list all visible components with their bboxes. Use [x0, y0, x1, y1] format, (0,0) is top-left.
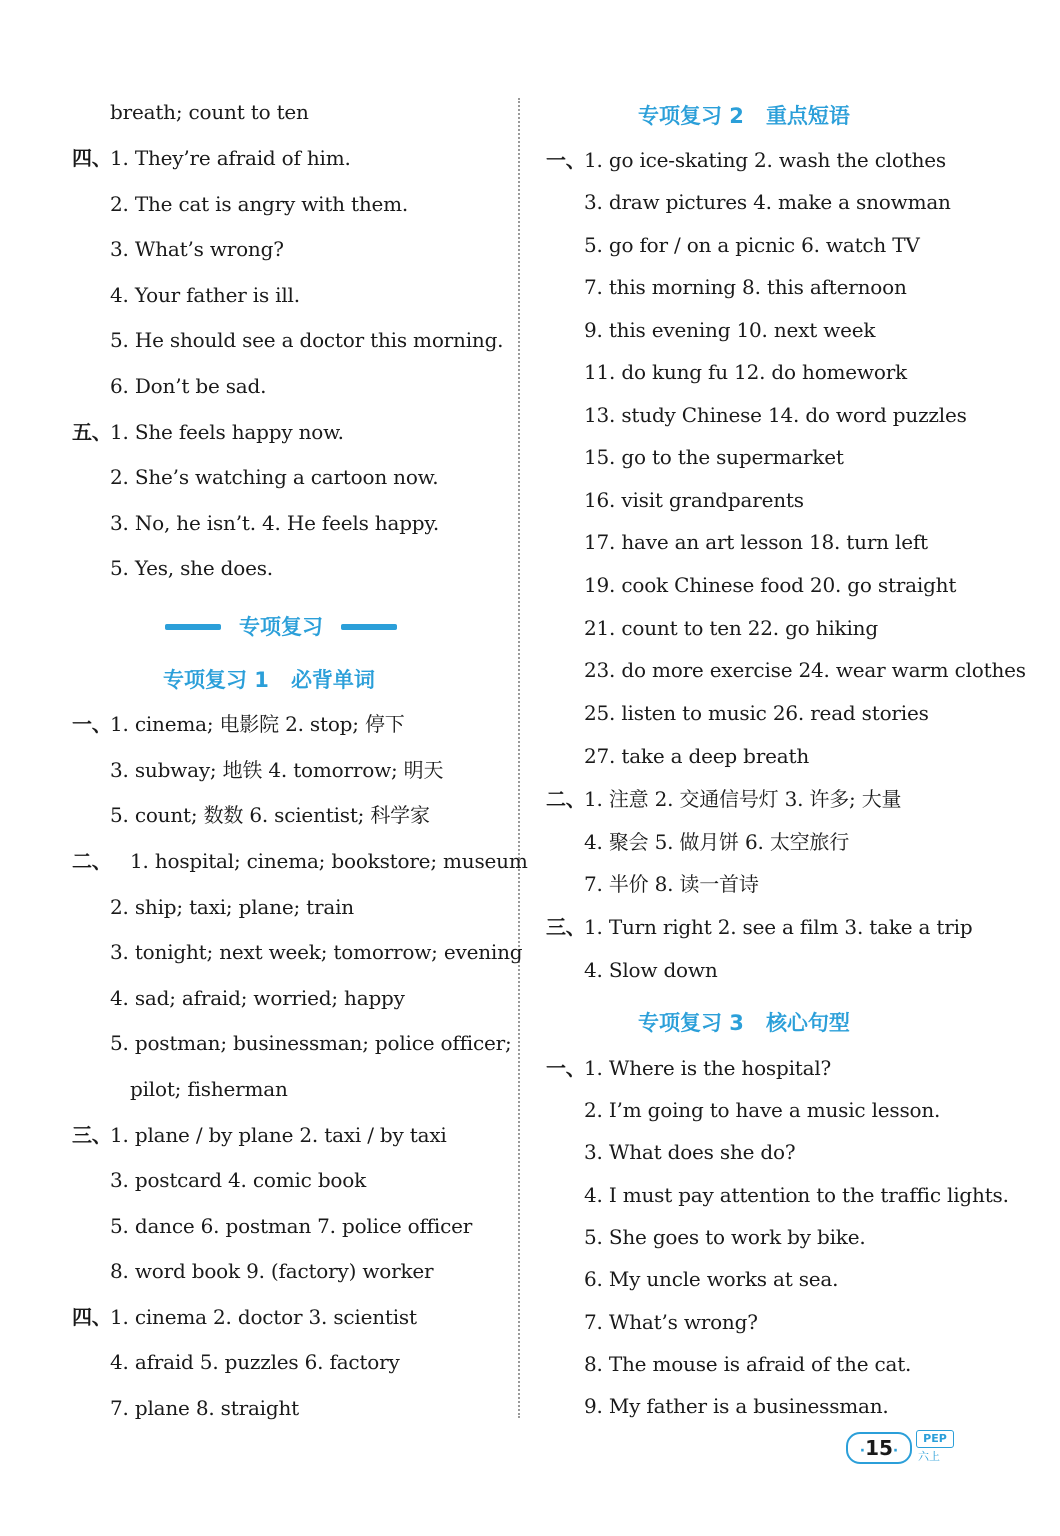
review-2-number: 专项复习 2 [638, 104, 744, 128]
answer-line: 5. count; 数数 6. scientist; 科学家 [110, 803, 430, 827]
answer-line: 19. cook Chinese food 20. go straight [584, 573, 957, 597]
title-bar-right [341, 624, 397, 630]
review-2-title [638, 102, 850, 130]
answer-line: 4. Slow down [584, 958, 718, 982]
review-3-number: 专项复习 3 [638, 1011, 744, 1035]
answer-line: 4. sad; afraid; worried; happy [110, 986, 405, 1010]
main-title-text: 专项复习 [239, 615, 323, 639]
answer-line: 7. plane 8. straight [110, 1396, 299, 1420]
continuation-line: breath; count to ten [110, 100, 309, 124]
answer-line: 1. plane / by plane 2. taxi / by taxi [110, 1123, 447, 1147]
answer-line: 5. He should see a doctor this morning. [110, 328, 504, 352]
answer-line: 9. My father is a businessman. [584, 1394, 889, 1418]
section-label-4: 四、 [72, 146, 112, 170]
answer-line: 6. Don’t be sad. [110, 374, 267, 398]
answer-line: 25. listen to music 26. read stories [584, 701, 929, 725]
section-label-4b: 四、 [72, 1305, 112, 1329]
answer-line: 21. count to ten 22. go hiking [584, 616, 878, 640]
review-1-topic: 必背单词 [290, 668, 375, 692]
answer-line: 1. They’re afraid of him. [110, 146, 351, 170]
answer-line: 5. She goes to work by bike. [584, 1225, 866, 1249]
answer-line: 4. I must pay attention to the traffic lights. [584, 1183, 1009, 1207]
answer-line: 5. Yes, she does. [110, 556, 273, 580]
section-label-1b: 一、 [546, 1056, 586, 1080]
answer-line: 2. The cat is angry with them. [110, 192, 409, 216]
answer-line: 3. postcard 4. comic book [110, 1168, 367, 1192]
review-3-title [638, 1009, 850, 1037]
answer-line: 17. have an art lesson 18. turn left [584, 530, 928, 554]
column-divider [518, 98, 520, 1418]
answer-line: 1. cinema; 电影院 2. stop; 停下 [110, 712, 405, 736]
answer-line: 1. She feels happy now. [110, 420, 344, 444]
section-label-1: 一、 [546, 148, 586, 172]
page-footer [846, 1430, 966, 1464]
answer-line: 5. go for / on a picnic 6. watch TV [584, 233, 920, 257]
answer-line: 27. take a deep breath [584, 744, 809, 768]
answer-line: 3. tonight; next week; tomorrow; evening [110, 940, 523, 964]
answer-line: 11. do kung fu 12. do homework [584, 360, 907, 384]
answer-line: pilot; fisherman [130, 1077, 288, 1101]
page-number: 15 [865, 1436, 893, 1460]
answer-line: 2. I’m going to have a music lesson. [584, 1098, 941, 1122]
answer-line: 1. Where is the hospital? [584, 1056, 832, 1080]
dot-icon: · [859, 1443, 866, 1459]
answer-line: 3. draw pictures 4. make a snowman [584, 190, 951, 214]
answer-line: 4. Your father is ill. [110, 283, 300, 307]
answer-line: 5. dance 6. postman 7. police officer [110, 1214, 473, 1238]
answer-line: 16. visit grandparents [584, 488, 804, 512]
section-label-2: 二、 [72, 849, 112, 873]
section-label-2: 二、 [546, 787, 586, 811]
answer-line: 1. Turn right 2. see a film 3. take a trip [584, 915, 973, 939]
review-1-title [163, 666, 375, 694]
answer-line: 7. this morning 8. this afternoon [584, 275, 907, 299]
answer-line: 8. The mouse is afraid of the cat. [584, 1352, 912, 1376]
review-3-topic: 核心句型 [765, 1011, 850, 1035]
answer-line: 6. My uncle works at sea. [584, 1267, 839, 1291]
answer-line: 15. go to the supermarket [584, 445, 844, 469]
answer-line: 1. hospital; cinema; bookstore; museum [130, 849, 528, 873]
edition-badge: PEP [916, 1430, 954, 1448]
dot-icon: · [892, 1443, 899, 1459]
section-label-5: 五、 [72, 420, 112, 444]
answer-line: 3. subway; 地铁 4. tomorrow; 明天 [110, 758, 444, 782]
title-bar-left [165, 624, 221, 630]
answer-line: 3. No, he isn’t. 4. He feels happy. [110, 511, 439, 535]
answer-line: 1. go ice-skating 2. wash the clothes [584, 148, 946, 172]
answer-line: 1. cinema 2. doctor 3. scientist [110, 1305, 417, 1329]
answer-line: 2. ship; taxi; plane; train [110, 895, 354, 919]
answer-line: 4. 聚会 5. 做月饼 6. 太空旅行 [584, 830, 850, 854]
answer-line: 2. She’s watching a cartoon now. [110, 465, 439, 489]
answer-line: 13. study Chinese 14. do word puzzles [584, 403, 967, 427]
section-label-3: 三、 [546, 915, 586, 939]
answer-line: 3. What does she do? [584, 1140, 796, 1164]
answer-line: 1. 注意 2. 交通信号灯 3. 许多; 大量 [584, 787, 902, 811]
answer-line: 5. postman; businessman; police officer; [110, 1031, 512, 1055]
grade-label: 六上 [918, 1450, 940, 1463]
answer-line: 9. this evening 10. next week [584, 318, 876, 342]
answer-line: 7. 半价 8. 读一首诗 [584, 872, 759, 896]
review-2-topic: 重点短语 [765, 104, 850, 128]
page-number-badge [846, 1432, 912, 1464]
answer-line: 4. afraid 5. puzzles 6. factory [110, 1350, 400, 1374]
answer-line: 8. word book 9. (factory) worker [110, 1259, 434, 1283]
section-label-3: 三、 [72, 1123, 112, 1147]
answer-line: 23. do more exercise 24. wear warm clothes [584, 658, 1026, 682]
review-1-number: 专项复习 1 [163, 668, 269, 692]
section-label-1: 一、 [72, 712, 112, 736]
answer-line: 3. What’s wrong? [110, 237, 284, 261]
main-section-title [165, 612, 397, 642]
answer-line: 7. What’s wrong? [584, 1310, 758, 1334]
